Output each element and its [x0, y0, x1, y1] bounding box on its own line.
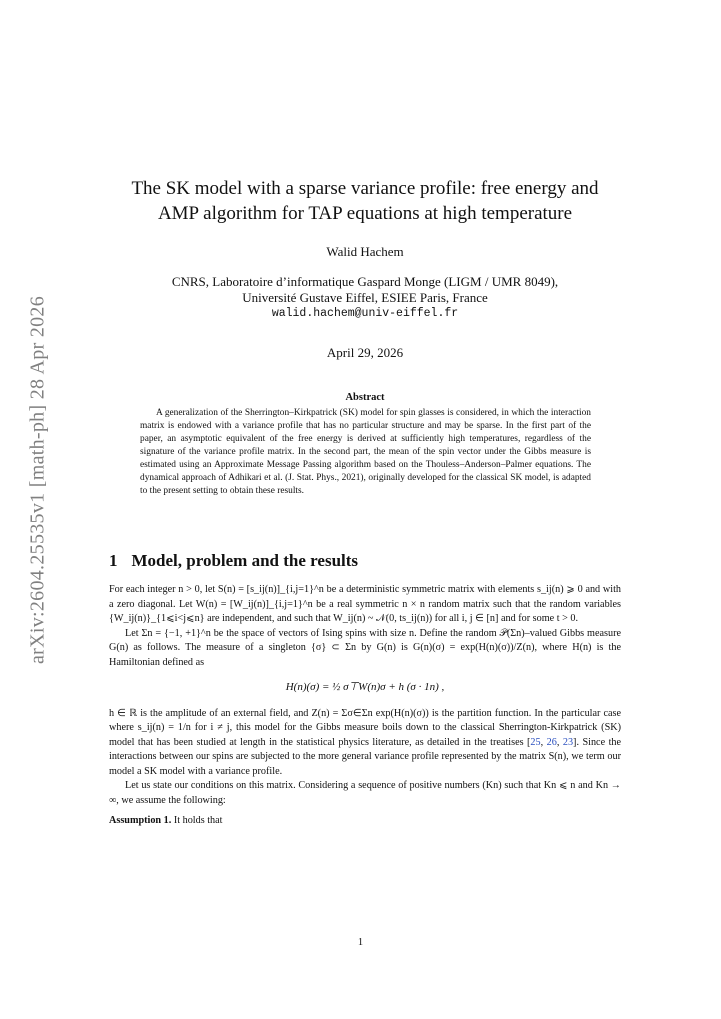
assumption-text: It holds that	[173, 815, 223, 826]
assumption	[109, 814, 621, 829]
affiliation-line-2: Université Gustave Eiffel, ESIEE Paris, France	[242, 290, 488, 305]
arxiv-identifier: arXiv:2604.25535v1 [math-ph] 28 Apr 2026	[26, 295, 49, 665]
assumption-label: Assumption 1.	[109, 815, 172, 826]
paragraph-3: h ∈ ℝ is the amplitude of an external field, and Z(n) = Σσ∈Σn exp(H(n)(σ)) is the partition function. In the particular case where s_ij(n) = 1/n for i ≠ j, this model for the Gibbs measure boils down to the classical Sherrington-Kirkpatrick (SK) model that has been studied at length in the statistical physics literature, as detailed in the treatises [25, 26, 23]. Since the interactions between our spins are subjected to the more general variance profile represented by the matrix S(n), we term our model a SK model with a variance profile.	[109, 707, 622, 777]
paragraph-2: Let Σn = {−1, +1}^n be the space of vectors of Ising spins with size n. Define the random 𝒫(Σn)–valued Gibbs measure G(n) as follows. The measure of a singleton {σ} ⊂ Σn by G(n) is G(n)(σ) = exp(H(n)(σ))/Z(n), where H(n) is the Hamiltonian defined as	[109, 627, 621, 668]
abstract-heading: Abstract	[345, 392, 385, 403]
abstract-text: A generalization of the Sherrington–Kirkpatrick (SK) model for spin glasses is considered, in which the interaction matrix is endowed with a variance profile that has no particular structure and may be sparse. In the first part of the paper, an asymptotic equivalent of the free energy is derived at sufficiently high temperatures, regardless of the signature of the variance profile matrix. In the second part, the mean of the spin vector under the Gibbs measure is estimated using an Approximate Message Passing algorithm based on the Thouless–Anderson–Palmer equations. The dynamical approach of Adhikari et al. (J. Stat. Phys., 2021), originally developed for the classical SK model, is adapted to the present setting to obtain these results.	[140, 408, 591, 496]
paragraph-3-text: h ∈ ℝ is the amplitude of an external field, and Z(n) = Σσ∈Σn exp(H(n)(σ)) is the partition function. In the particular case where s_ij(n) = 1/n for i ≠ j, this model for the Gibbs measure boils down to the classical Sherrington-Kirkpatrick (SK) model that has been studied at length in the statistical physics literature, as detailed in the treatises [	[109, 707, 621, 748]
paper-title	[90, 176, 640, 226]
section-heading	[109, 551, 358, 571]
paragraph-1: For each integer n > 0, let S(n) = [s_ij(n)]_{i,j=1}^n be a deterministic symmetric matrix with elements s_ij(n) ⩾ 0 and with a zero diagonal. Let W(n) = [W_ij(n)]_{i,j=1}^n be a real symmetric n × n random matrix such that the random variables {W_ij(n)}_{1⩽i<j⩽n} are independent, and such that W_ij(n) ~ 𝒩(0, ts_ij(n)) for all i, j ∈ [n] and for some t > 0.	[109, 584, 621, 624]
abstract-body	[140, 407, 591, 498]
author-name: Walid Hachem	[326, 244, 404, 259]
citation-link[interactable]: 26	[546, 736, 557, 748]
paragraph-4: Let us state our conditions on this matrix. Considering a sequence of positive numbers (Kn) such that Kn ⩽ n and Kn → ∞, we assume the following:	[109, 780, 621, 806]
citation-link[interactable]: 23	[562, 736, 574, 748]
author-email: walid.hachem@univ-eiffel.fr	[271, 307, 459, 320]
section-title: Model, problem and the results	[131, 551, 359, 570]
paper-date: April 29, 2026	[326, 345, 404, 360]
section-number: 1	[109, 551, 118, 570]
affiliation-line-1: CNRS, Laboratoire d’informatique Gaspard Monge (LIGM / UMR 8049),	[171, 274, 559, 289]
arxiv-stamp	[8, 0, 68, 1019]
citation-link[interactable]: 25	[530, 736, 541, 748]
page-number: 1	[357, 937, 364, 948]
section-body	[109, 583, 621, 829]
hamiltonian-equation: H(n)(σ) = ½ σ⊤W(n)σ + h (σ · 1n) ,	[285, 681, 445, 693]
paragraph-3-text-end: ]. Since the interactions between our spins are subjected to the more general variance profile represented by the matrix S(n), we term our model a SK model with a variance profile.	[109, 736, 622, 777]
title-line-2: AMP algorithm for TAP equations at high temperature	[157, 203, 573, 224]
title-line-1: The SK model with a sparse variance profile: free energy and	[131, 178, 599, 199]
affiliation	[90, 274, 640, 322]
